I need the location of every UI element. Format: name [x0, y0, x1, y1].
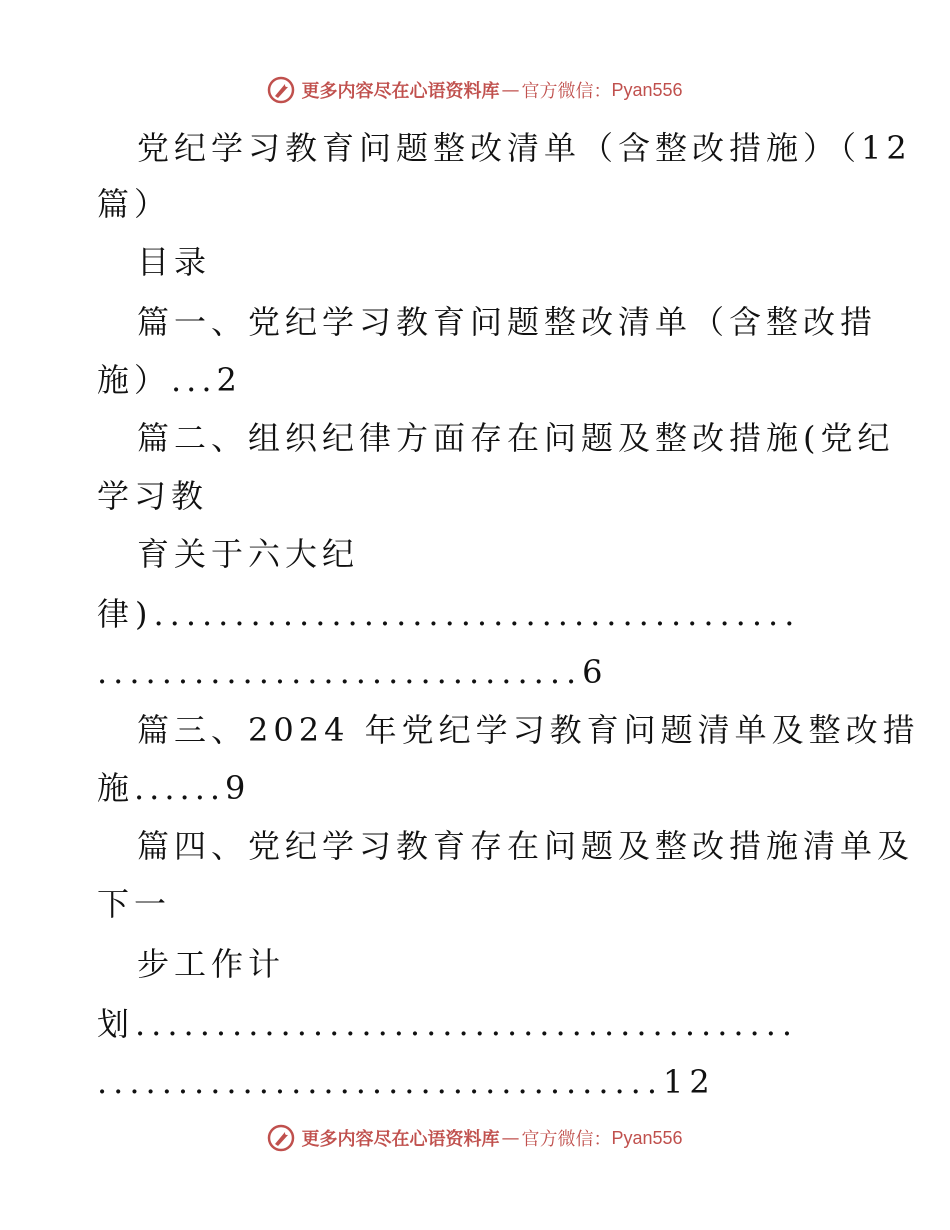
toc-entry-1-line-2[interactable]: 施）...2	[97, 361, 242, 399]
watermark-text: 更多内容尽在心语资料库	[301, 1129, 500, 1150]
watermark-separator: —	[501, 79, 520, 101]
document-title-line-1: 党纪学习教育问题整改清单（含整改措施）（12	[137, 129, 912, 167]
document-title-line-2: 篇）	[97, 185, 172, 223]
pen-logo-icon	[267, 1124, 295, 1152]
toc-entry-2-line-1[interactable]: 篇二、组织纪律方面存在问题及整改措施(党纪	[137, 419, 895, 457]
toc-entry-4-line-4[interactable]: 划.........................................	[97, 1005, 799, 1043]
toc-entry-4-line-3[interactable]: 步工作计	[137, 945, 286, 983]
watermark-contact-label: 官方微信：	[521, 81, 612, 102]
watermark-contact-id: Pyan556	[611, 1127, 683, 1148]
toc-entry-2-line-5[interactable]: ..............................6	[97, 653, 609, 691]
toc-entry-1-line-1[interactable]: 篇一、党纪学习教育问题整改清单（含整改措	[137, 303, 878, 341]
pen-logo-icon	[267, 76, 295, 104]
toc-entry-3-line-1[interactable]: 篇三、2024 年党纪学习教育问题清单及整改措	[137, 711, 920, 749]
header-watermark	[0, 70, 950, 110]
toc-heading: 目录	[137, 243, 212, 281]
footer-watermark	[0, 1118, 950, 1158]
watermark-contact-id: Pyan556	[611, 79, 683, 100]
watermark-text: 更多内容尽在心语资料库	[301, 81, 500, 102]
toc-entry-2-line-2[interactable]: 学习教	[97, 477, 209, 515]
watermark-separator: —	[501, 1127, 520, 1149]
toc-entry-2-line-3[interactable]: 育关于六大纪	[137, 535, 360, 573]
toc-entry-3-line-2[interactable]: 施......9	[97, 769, 251, 807]
toc-entry-4-line-5[interactable]: ...................................12	[97, 1063, 716, 1101]
watermark-contact-label: 官方微信：	[521, 1129, 612, 1150]
toc-entry-4-line-2[interactable]: 下一	[97, 885, 172, 923]
toc-entry-4-line-1[interactable]: 篇四、党纪学习教育存在问题及整改措施清单及	[137, 827, 915, 865]
toc-entry-2-line-4[interactable]: 律)........................................	[97, 595, 801, 633]
